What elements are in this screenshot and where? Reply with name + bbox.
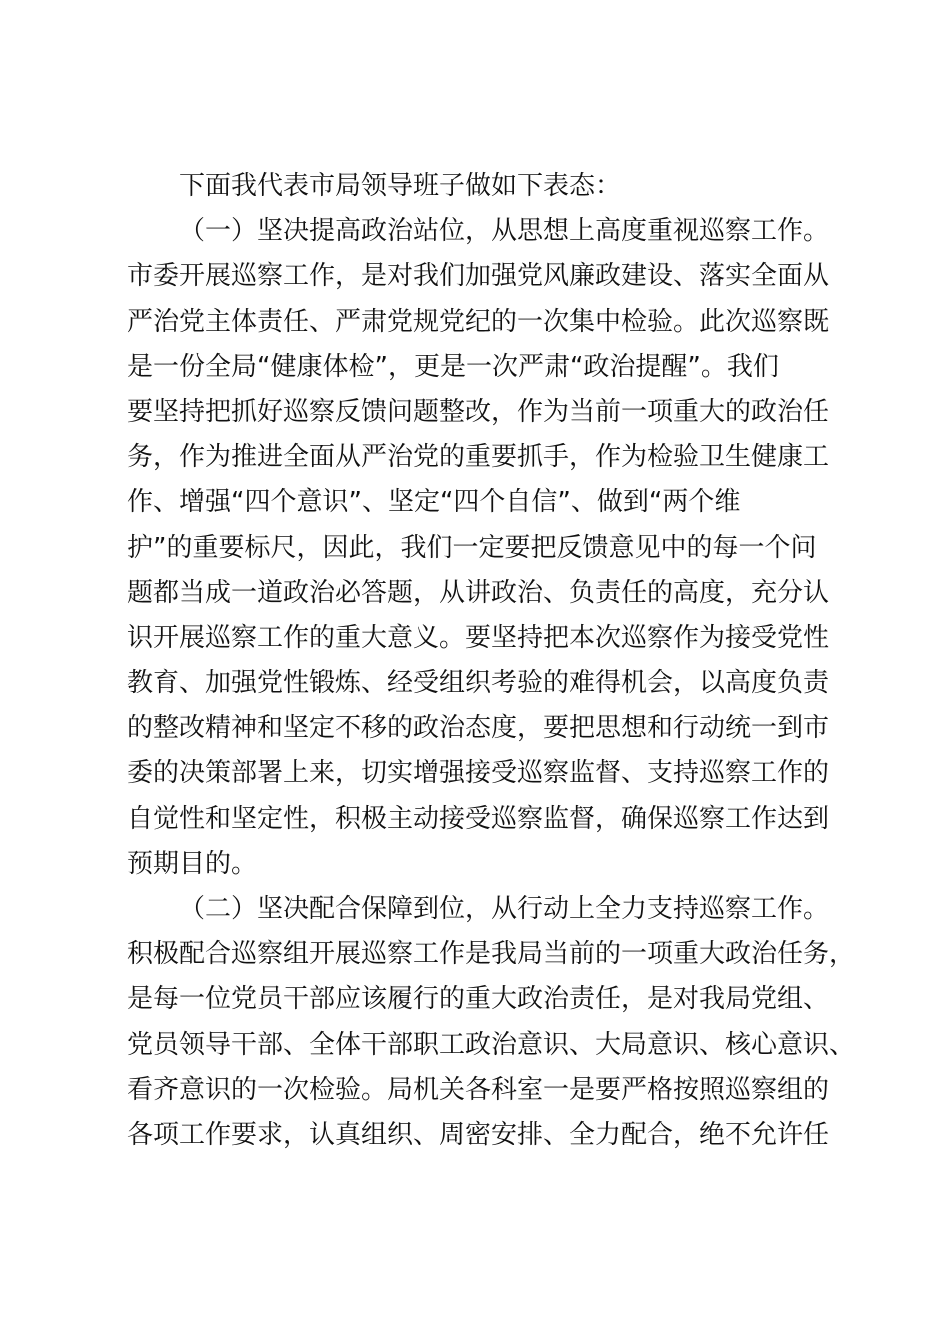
- paragraph-line: 委的决策部署上来，切实增强接受巡察监督、支持巡察工作的: [127, 758, 830, 789]
- paragraph-line: 市委开展巡察工作，是对我们加强党风廉政建设、落实全面从: [127, 261, 830, 292]
- section-heading-2: （二）坚决配合保障到位，从行动上全力支持巡察工作。: [179, 894, 830, 924]
- paragraph-line: 是每一位党员干部应该履行的重大政治责任，是对我局党组、: [127, 984, 830, 1015]
- document-body: [127, 164, 856, 1158]
- paragraph-line: 看齐意识的一次检验。局机关各科室一是要严格按照巡察组的: [127, 1074, 830, 1105]
- paragraph-line: 预期目的。: [127, 848, 258, 879]
- paragraph-line: 自觉性和坚定性，积极主动接受巡察监督，确保巡察工作达到: [127, 803, 830, 834]
- paragraph-line: 是一份全局“健康体检”，更是一次严肃“政治提醒”。我们: [127, 351, 779, 382]
- paragraph-line: 护”的重要标尺，因此，我们一定要把反馈意见中的每一个问: [127, 532, 817, 563]
- paragraph-line: 作、增强“四个意识”、坚定“四个自信”、做到“两个维: [127, 487, 741, 518]
- paragraph-line: 识开展巡察工作的重大意义。要坚持把本次巡察作为接受党性: [127, 622, 830, 653]
- paragraph-line: 严治党主体责任、严肃党规党纪的一次集中检验。此次巡察既: [127, 306, 830, 337]
- paragraph-line: 务，作为推进全面从严治党的重要抓手，作为检验卫生健康工: [127, 442, 830, 473]
- paragraph-line: 的整改精神和坚定不移的政治态度，要把思想和行动统一到市: [127, 713, 830, 744]
- paragraph-line: 党员领导干部、全体干部职工政治意识、大局意识、核心意识、: [127, 1029, 856, 1060]
- section-heading-1: （一）坚决提高政治站位，从思想上高度重视巡察工作。: [179, 216, 830, 247]
- paragraph-line: 题都当成一道政治必答题，从讲政治、负责任的高度，充分认: [127, 577, 830, 608]
- paragraph-line: 积极配合巡察组开展巡察工作是我局当前的一项重大政治任务，: [127, 939, 856, 970]
- paragraph-line: 教育、加强党性锻炼、经受组织考验的难得机会，以高度负责: [127, 668, 830, 699]
- paragraph-line: 要坚持把抓好巡察反馈问题整改，作为当前一项重大的政治任: [127, 396, 830, 427]
- paragraph-line: 各项工作要求，认真组织、周密安排、全力配合，绝不允许任: [127, 1119, 830, 1150]
- paragraph-line: 下面我代表市局领导班子做如下表态：: [179, 171, 622, 201]
